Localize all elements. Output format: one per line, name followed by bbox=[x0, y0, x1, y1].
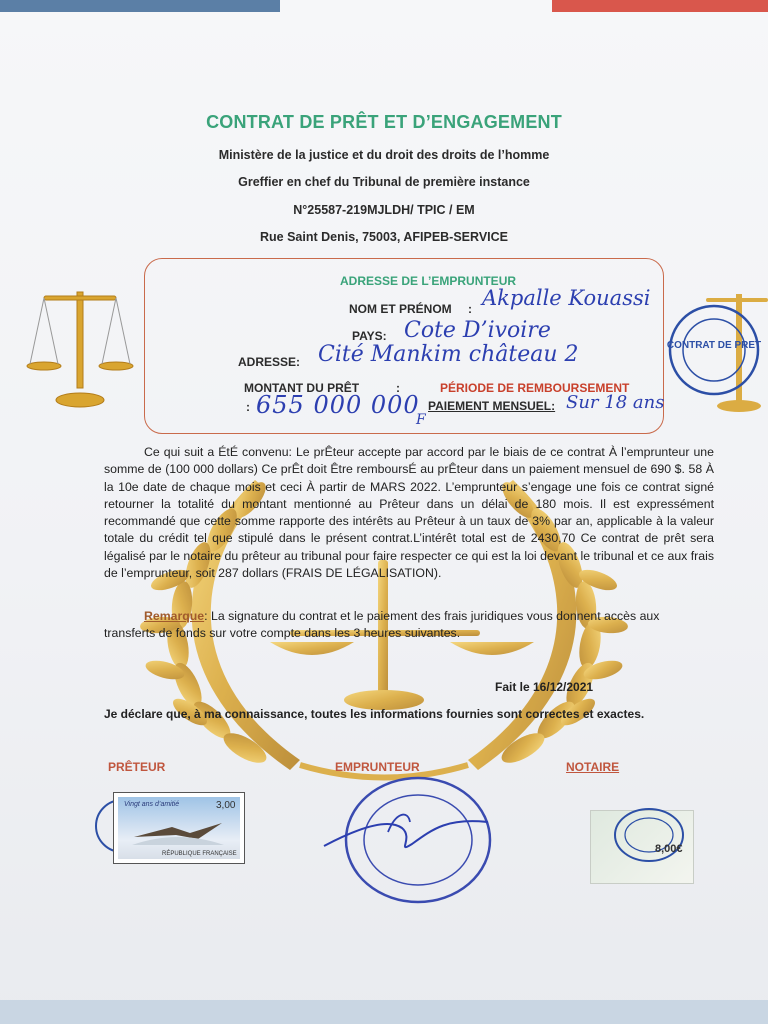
address-line: Rue Saint Denis, 75003, AFIPEB-SERVICE bbox=[260, 230, 508, 244]
monthly-payment-label: PAIEMENT MENSUEL: bbox=[428, 399, 556, 413]
postage-caption: Vingt ans d’amitié bbox=[124, 801, 180, 808]
scales-of-justice-icon bbox=[24, 286, 136, 412]
amount-colon: : bbox=[396, 381, 400, 395]
country-label: PAYS: bbox=[352, 329, 387, 343]
country-value: Cote D’ivoire bbox=[404, 318, 551, 343]
tribunal-seal bbox=[338, 772, 498, 912]
fiscal-stamp bbox=[590, 810, 694, 884]
name-value: Akpalle Kouassi bbox=[482, 286, 651, 310]
date-line: Fait le 16/12/2021 bbox=[495, 680, 594, 694]
amount-currency: F bbox=[416, 412, 426, 428]
declaration: Je déclare que, à ma connaissance, toutes les informations fournies sont correctes et exactes. bbox=[104, 707, 645, 721]
seal-right-text: CONTRAT DE PRET bbox=[666, 340, 762, 351]
monthly-payment-value: Sur 18 ans bbox=[566, 392, 665, 413]
name-colon: : bbox=[468, 302, 472, 316]
postage-value: 3,00 bbox=[216, 800, 236, 811]
fiscal-value: 8,00€ bbox=[655, 843, 683, 855]
clerk-line: Greffier en chef du Tribunal de première instance bbox=[238, 175, 530, 189]
postage-stamp-image bbox=[118, 797, 240, 859]
lender-label: PRÊTEUR bbox=[108, 760, 166, 774]
borrower-sign-label: EMPRUNTEUR bbox=[335, 760, 420, 774]
remark-block bbox=[104, 608, 714, 643]
amount-value: 655 000 000 bbox=[256, 391, 420, 419]
ministry-line: Ministère de la justice et du droit des droits de l’homme bbox=[218, 148, 550, 162]
notary-label: NOTAIRE bbox=[566, 760, 620, 774]
reference-number: N°25587-219MJLDH/ TPIC / EM bbox=[293, 203, 475, 217]
amount-prefix: : bbox=[246, 400, 250, 414]
name-label: NOM ET PRÉNOM bbox=[349, 302, 452, 316]
contract-paragraph: Ce qui suit a ÉtÉ convenu: Le prÊteur accepte par accord par le biais de ce contrat À l’emprunteur une somme de (100 000 dollars) Ce prÊt doit Être remboursÉ au prÊteur dans un paiement mensuel de 690 $. 58 À la 10e date de chaque mois et ceci À partir de MARS 2022. L’emprunteur s’engage une fois ce contrat signé retourner la totalité du montant mentionné au Prêteur dans un délai de 180 mois. Il est expressément recommandé que cette somme rapporte des intérêts au Prêteur à un taux de 3% par an, applicable à la valeur totale du crédit tel que stipulé dans le présent contrat.L’intérêt total est de 2430,70 Ce contrat de prêt sera légalisé par le notaire du prêteur au tribunal pour faire respecter ce qui est la loi devant le tribunal et ce aux frais de l’emprunteur, soit 287 dollars (FRAIS DE LÉGALISATION). bbox=[104, 445, 714, 581]
address-label: ADRESSE: bbox=[238, 355, 301, 369]
period-label: PÉRIODE DE REMBOURSEMENT bbox=[440, 381, 630, 395]
document-title: CONTRAT DE PRÊT ET D’ENGAGEMENT bbox=[206, 112, 562, 132]
contract-body bbox=[104, 444, 714, 582]
remark-label: Remarque bbox=[144, 609, 205, 623]
bnp-paribas-seal bbox=[666, 294, 768, 412]
eagle-icon bbox=[132, 819, 224, 845]
page-bottom-edge bbox=[0, 1000, 768, 1024]
borrower-section-title: ADRESSE DE L’EMPRUNTEUR bbox=[340, 274, 517, 288]
remark-text: : La signature du contrat et le paiement des frais juridiques vous donnent accès aux transferts de fonds sur votre compte dans les 3 heures suivantes. bbox=[104, 609, 660, 641]
address-value: Cité Mankim château 2 bbox=[318, 342, 579, 367]
amount-label: MONTANT DU PRÊT bbox=[244, 381, 360, 395]
postage-stamp bbox=[113, 792, 245, 864]
postage-country: RÉPUBLIQUE FRANÇAISE bbox=[162, 851, 237, 857]
